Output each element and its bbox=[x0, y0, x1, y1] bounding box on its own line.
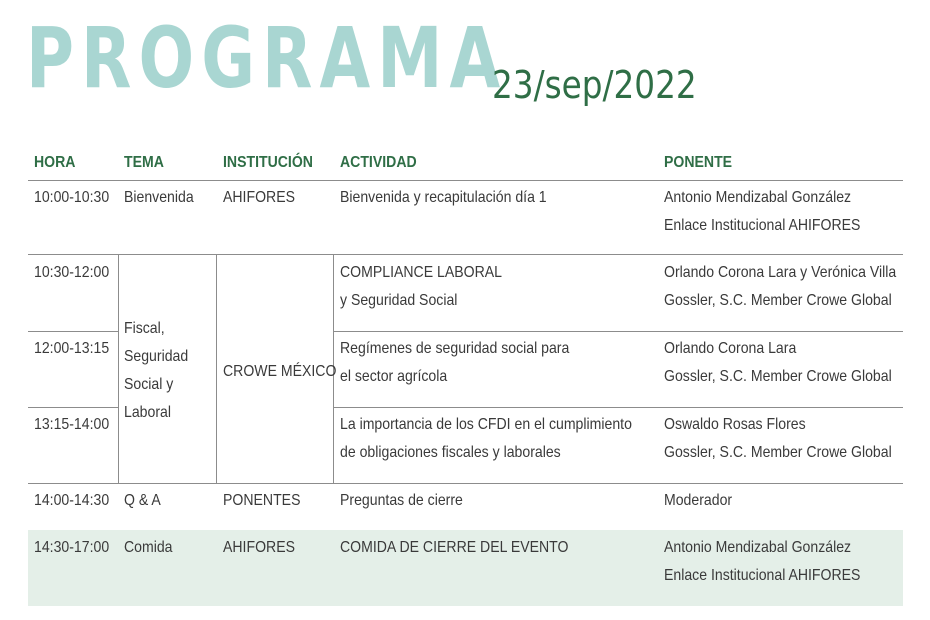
table-cell-ponente: Orlando Corona Lara bbox=[664, 340, 797, 357]
table-cell-hora: 12:00-13:15 bbox=[34, 340, 110, 357]
merged-tema-line: Social y bbox=[124, 376, 174, 393]
table-cell-hora: 13:15-14:00 bbox=[34, 416, 110, 433]
table-cell-hora: 10:00-10:30 bbox=[34, 189, 110, 206]
col-header-tema: TEMA bbox=[124, 154, 164, 171]
rule-vertical-tema bbox=[118, 254, 119, 483]
rule-row-2 bbox=[333, 331, 903, 332]
table-cell-tema: Q & A bbox=[124, 492, 161, 509]
col-header-ponente: PONENTE bbox=[664, 154, 733, 171]
rule-row-3 bbox=[333, 407, 903, 408]
table-cell-hora: 14:00-14:30 bbox=[34, 492, 110, 509]
table-cell-actividad: Preguntas de cierre bbox=[340, 492, 463, 509]
rule-under-header bbox=[28, 180, 903, 181]
table-cell-institucion: AHIFORES bbox=[223, 189, 295, 206]
event-date: 23/sep/2022 bbox=[492, 63, 697, 107]
table-cell-tema: Comida bbox=[124, 539, 173, 556]
merged-tema-line: Laboral bbox=[124, 404, 171, 421]
table-cell-actividad-line2: de obligaciones fiscales y laborales bbox=[340, 444, 561, 461]
table-cell-ponente-org: Gossler, S.C. Member Crowe Global bbox=[664, 368, 892, 385]
rule-vertical-institucion bbox=[216, 254, 217, 483]
table-cell-ponente-org: Gossler, S.C. Member Crowe Global bbox=[664, 444, 892, 461]
rule-hora-2 bbox=[28, 331, 118, 332]
table-cell-institucion: AHIFORES bbox=[223, 539, 295, 556]
table-cell-actividad: Bienvenida y recapitulación día 1 bbox=[340, 189, 547, 206]
col-header-hora: HORA bbox=[34, 154, 76, 171]
table-cell-actividad: COMPLIANCE LABORAL bbox=[340, 264, 502, 281]
table-cell-ponente: Moderador bbox=[664, 492, 733, 509]
rule-row-4 bbox=[28, 483, 903, 484]
table-cell-ponente: Antonio Mendizabal González bbox=[664, 539, 852, 556]
page-title: PROGRAMA bbox=[26, 9, 508, 107]
merged-institucion: CROWE MÉXICO bbox=[223, 363, 337, 380]
table-cell-tema: Bienvenida bbox=[124, 189, 194, 206]
rule-row-1 bbox=[28, 254, 903, 255]
col-header-actividad: ACTIVIDAD bbox=[340, 154, 417, 171]
table-cell-ponente: Orlando Corona Lara y Verónica Villa bbox=[664, 264, 897, 281]
table-cell-actividad: Regímenes de seguridad social para bbox=[340, 340, 570, 357]
rule-hora-3 bbox=[28, 407, 118, 408]
merged-tema-line: Fiscal, bbox=[124, 320, 165, 337]
table-cell-hora: 14:30-17:00 bbox=[34, 539, 110, 556]
col-header-institucion: INSTITUCIÓN bbox=[223, 154, 313, 171]
merged-tema-line: Seguridad bbox=[124, 348, 189, 365]
table-cell-ponente-org: Gossler, S.C. Member Crowe Global bbox=[664, 292, 892, 309]
table-cell-ponente-org: Enlace Institucional AHIFORES bbox=[664, 567, 861, 584]
table-cell-actividad-line2: y Seguridad Social bbox=[340, 292, 458, 309]
table-cell-actividad: La importancia de los CFDI en el cumplimiento bbox=[340, 416, 632, 433]
table-cell-actividad: COMIDA DE CIERRE DEL EVENTO bbox=[340, 539, 569, 556]
table-cell-institucion: PONENTES bbox=[223, 492, 301, 509]
table-cell-ponente: Oswaldo Rosas Flores bbox=[664, 416, 806, 433]
table-cell-actividad-line2: el sector agrícola bbox=[340, 368, 448, 385]
table-cell-ponente: Antonio Mendizabal González bbox=[664, 189, 852, 206]
table-cell-hora: 10:30-12:00 bbox=[34, 264, 110, 281]
table-cell-ponente-org: Enlace Institucional AHIFORES bbox=[664, 217, 861, 234]
